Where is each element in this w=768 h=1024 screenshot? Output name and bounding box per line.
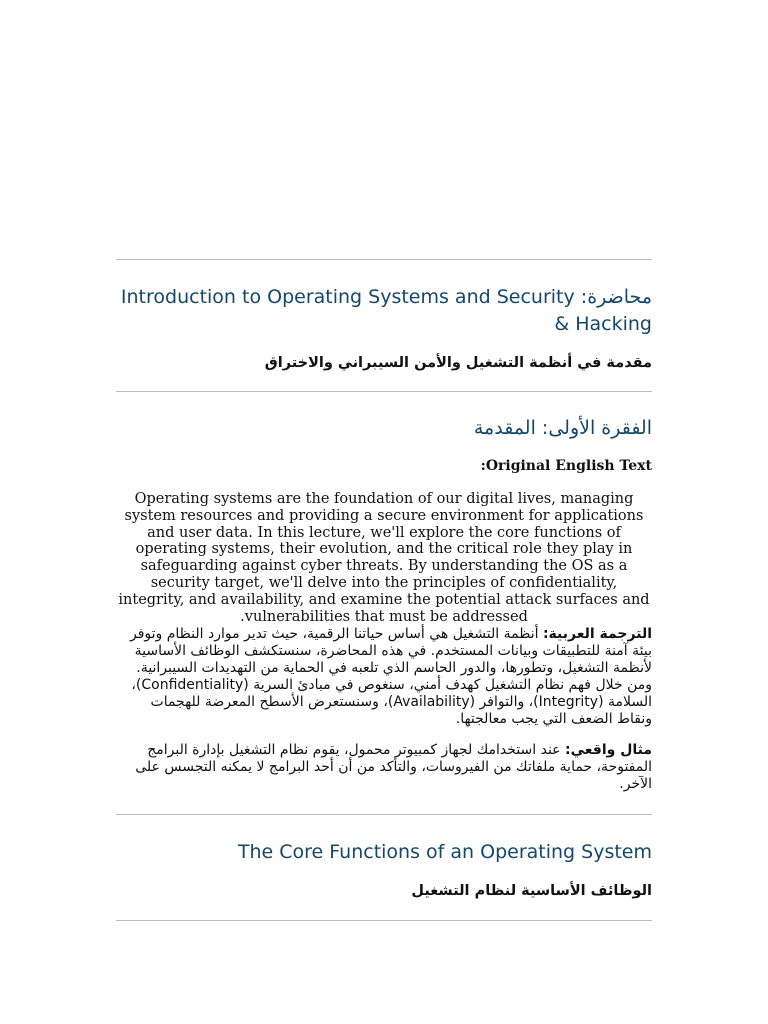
original-text-label: Original English Text:	[480, 458, 652, 474]
divider-2	[116, 391, 652, 392]
translation-label: الترجمة العربية:	[542, 626, 652, 642]
section1-heading	[116, 415, 652, 442]
divider-3	[116, 814, 652, 815]
example-text: عند استخدامك لجهاز كمبيوتر محمول، يقوم نظام التشغيل بإدارة البرامج المفتوحة، حماية ملفاتك من الفيروسات، والتأكد من أن أحد البرامج لا يمكنه التجسس على الآخر.	[135, 742, 652, 792]
section2-subtitle-arabic: الوظائف الأساسية لنظام التشغيل	[411, 883, 652, 899]
divider-4	[116, 920, 652, 921]
translation-text: أنظمة التشغيل هي أساس حياتنا الرقمية، حيث تدير موارد النظام وتوفر بيئة آمنة للتطبيقات وبيانات المستخدم. في هذه المحاضرة، سنستكشف الوظائف الأساسية لأنظمة التشغيل، وتطورها، والدور الحاسم الذي تلعبه في الحماية من التهديدات السيبرانية. ومن خلال فهم نظام التشغيل كهدف أمني، سنغوص في مبادئ السرية (Confidentiality)، السلامة (Integrity)، والتوافر (Availability)، وسنستعرض الأسطح المعرضة للهجمات ونقاط الضعف التي يجب معالجتها.	[129, 626, 652, 727]
example-label: مثال واقعي:	[565, 742, 652, 758]
section2-heading-text: The Core Functions of an Operating System	[237, 841, 652, 863]
section1-heading-text: الفقرة الأولى: المقدمة	[473, 417, 652, 439]
arabic-translation-paragraph	[116, 626, 652, 728]
section2-heading	[116, 839, 652, 866]
original-english-paragraph: Operating systems are the foundation of our digital lives, managing system resources and providing a secure environment for applications and user data. In this lecture, we'll explore the core functions of operating systems, their evolution, and the critical role they play in safeguarding against cyber threats. By understanding the OS as a security target, we'll delve into the principles of confidentiality, integrity, and availability, and examine the potential attack surfaces and vulnerabilities that must be addressed.	[118, 491, 650, 625]
lecture-title	[116, 284, 652, 337]
real-example-paragraph	[116, 742, 652, 793]
lecture-title-text: محاضرة: Introduction to Operating Systems and Security & Hacking	[120, 286, 652, 335]
divider-top	[116, 259, 652, 260]
lecture-subtitle-arabic: مقدمة في أنظمة التشغيل والأمن السيبراني والاختراق	[264, 355, 652, 371]
